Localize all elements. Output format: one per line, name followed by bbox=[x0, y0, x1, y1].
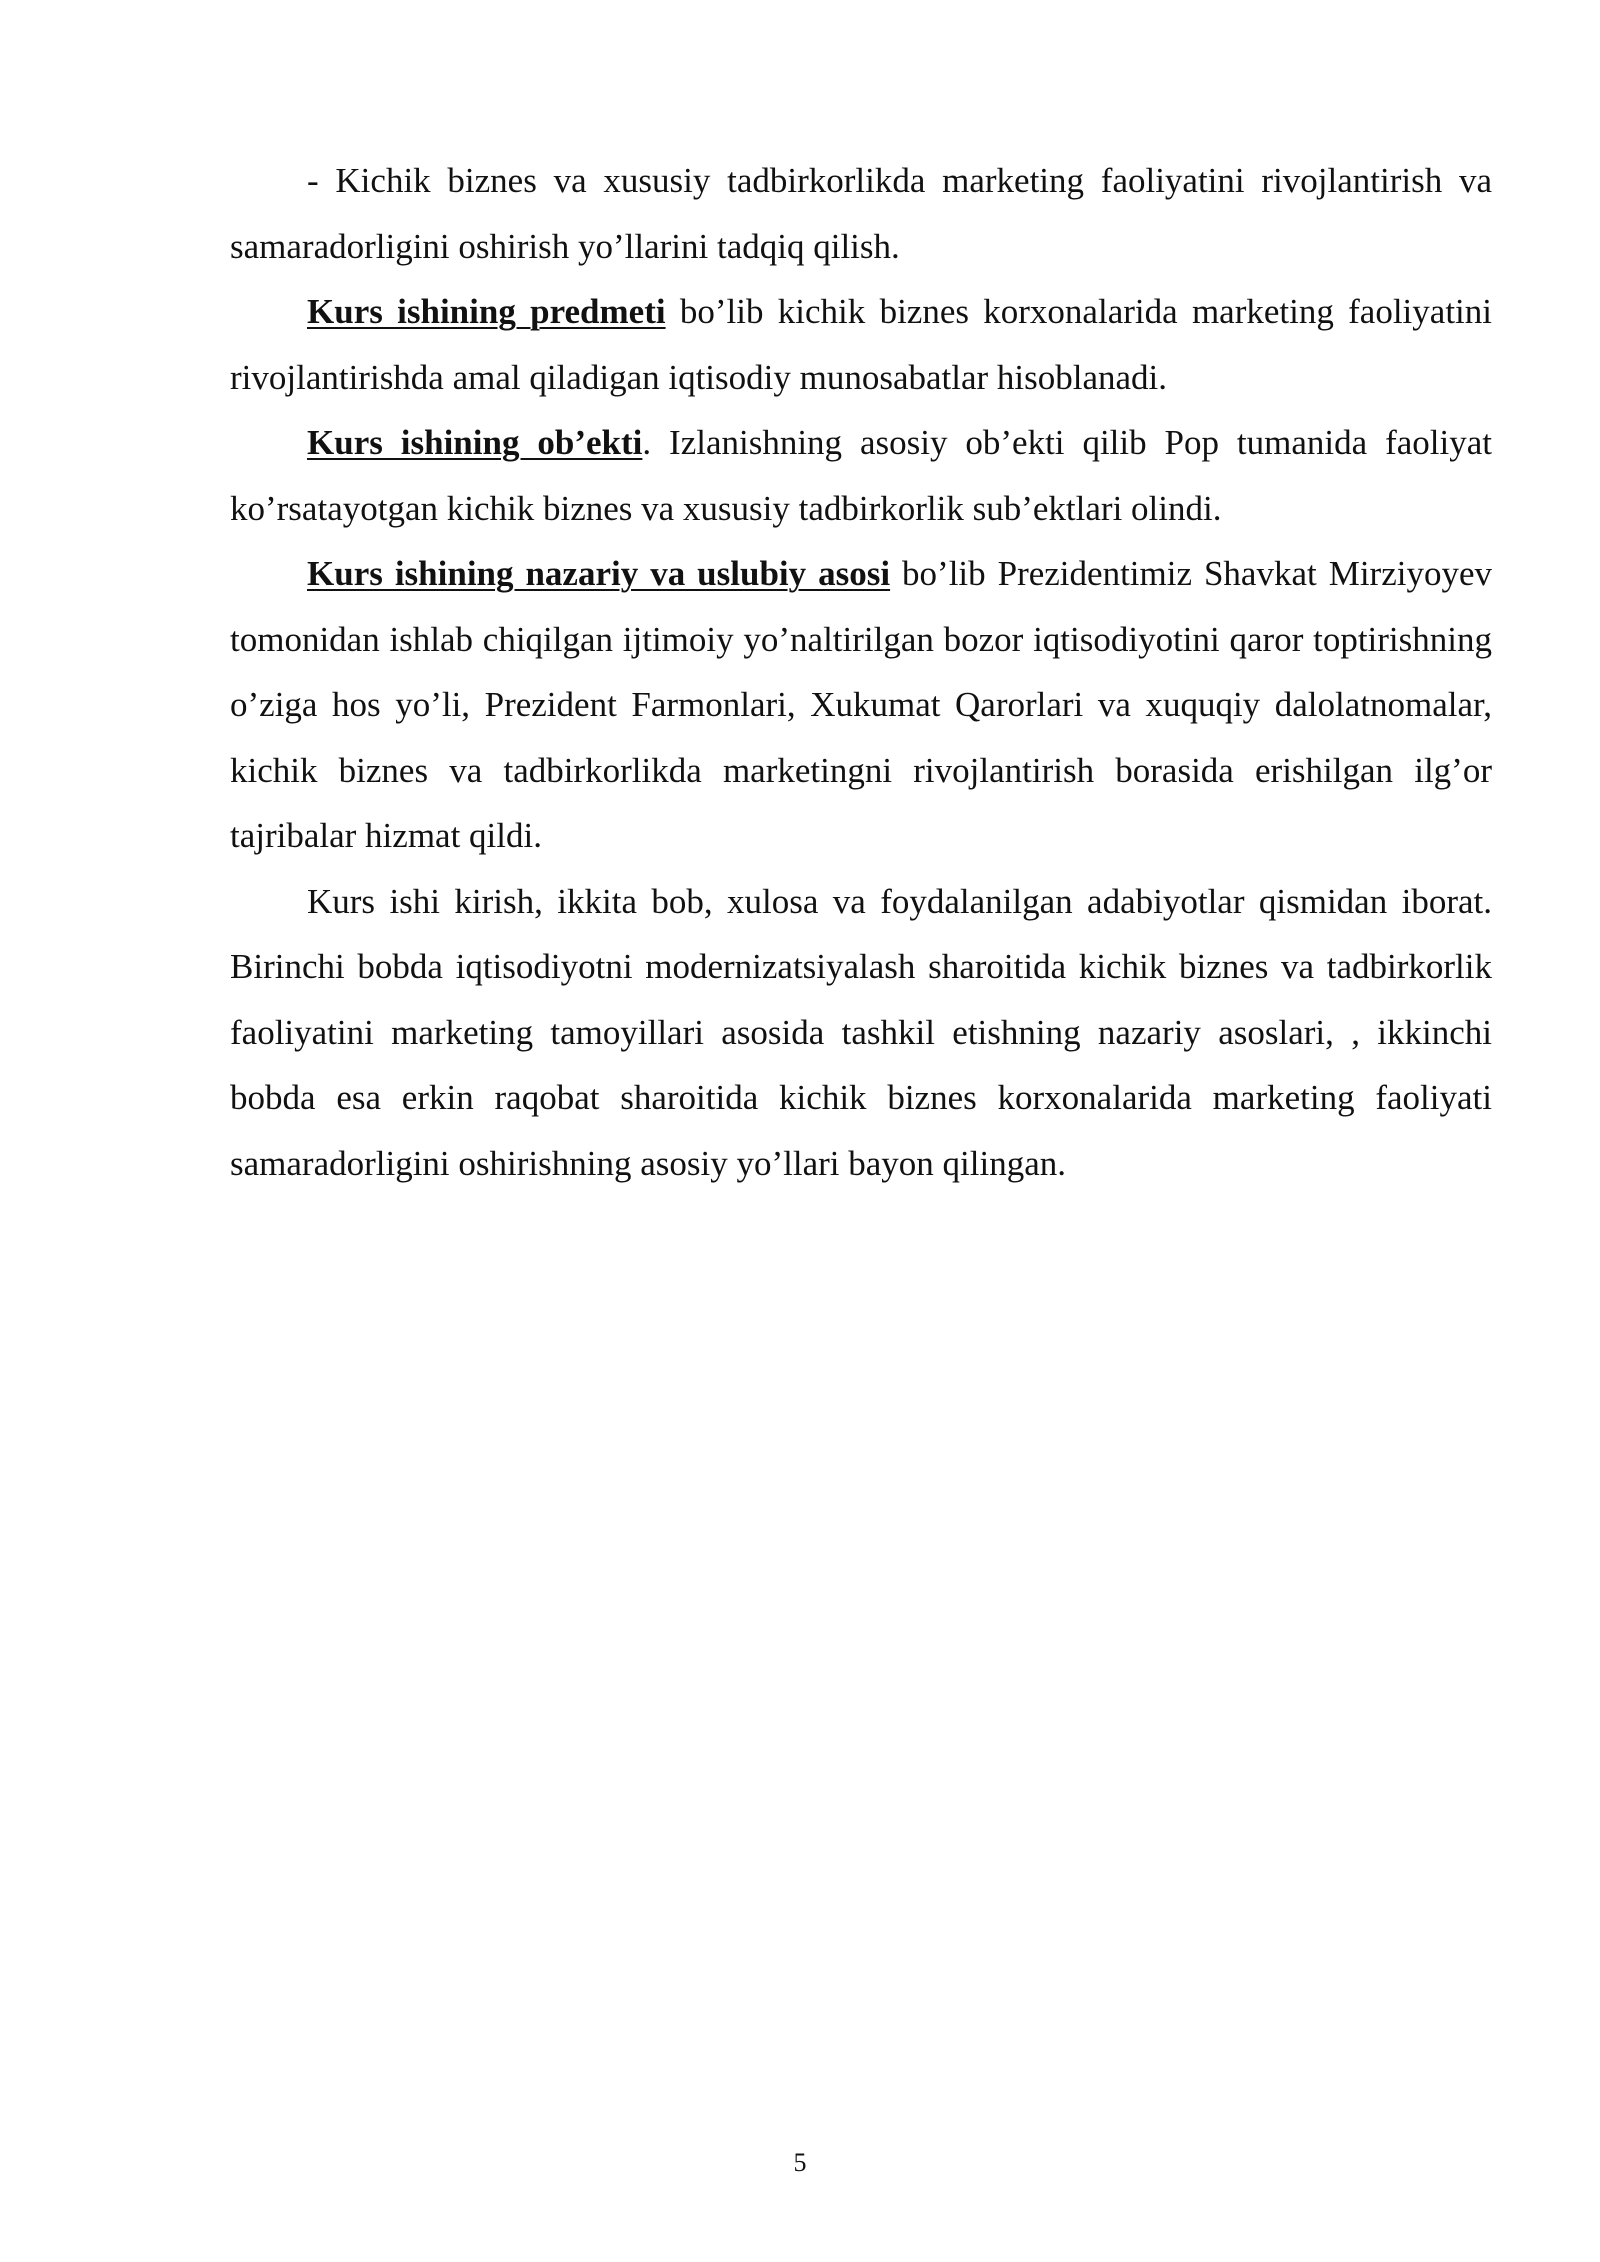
page-number: 5 bbox=[793, 2148, 807, 2177]
term-theoretical-basis: Kurs ishining nazariy va uslubiy asosi bbox=[307, 554, 891, 593]
paragraph-structure bbox=[230, 869, 1492, 1197]
paragraph-subject bbox=[230, 279, 1492, 410]
paragraph-object bbox=[230, 410, 1492, 541]
paragraph-text: . Izlanishning asosiy ob’ekti qilib Pop tumanida faoliyat ko’rsatayotgan kichik biznes va xususiy tadbirkorlik sub’ektlari olindi. bbox=[230, 423, 1492, 528]
paragraph-text: bo’lib Prezidentimiz Shavkat Mirziyoyev tomonidan ishlab chiqilgan ijtimoiy yo’naltirilgan bozor iqtisodiyotini qaror toptirishning o’ziga hos yo’li, Prezident Farmonlari, Xukumat Qarorlari va xuquqiy dalolatnomalar, kichik biznes va tadbirkorlikda marketingni rivojlantirish borasida erishilgan ilg’or tajribalar hizmat qildi. bbox=[230, 554, 1492, 855]
term-object: Kurs ishining ob’ekti bbox=[307, 423, 643, 462]
paragraph-research-goal bbox=[230, 148, 1492, 279]
paragraph-theoretical-basis bbox=[230, 541, 1492, 869]
paragraph-text: - Kichik biznes va xususiy tadbirkorlikda marketing faoliyatini rivojlantirish va samaradorligini oshirish yo’llarini tadqiq qilish. bbox=[230, 161, 1492, 266]
term-subject: Kurs ishining predmeti bbox=[307, 292, 666, 331]
document-body bbox=[230, 148, 1492, 1196]
paragraph-text: bo’lib kichik biznes korxonalarida marketing faoliyatini rivojlantirishda amal qiladigan iqtisodiy munosabatlar hisoblanadi. bbox=[230, 292, 1492, 397]
paragraph-text: Kurs ishi kirish, ikkita bob, xulosa va foydalanilgan adabiyotlar qismidan iborat. Birinchi bobda iqtisodiyotni modernizatsiyalash sharoitida kichik biznes va tadbirkorlik faoliyatini marketing tamoyillari asosida tashkil etishning nazariy asoslari, , ikkinchi bobda esa erkin raqobat sharoitida kichik biznes korxonalarida marketing faoliyati samaradorligini oshirishning asosiy yo’llari bayon qilingan. bbox=[230, 881, 1492, 1183]
